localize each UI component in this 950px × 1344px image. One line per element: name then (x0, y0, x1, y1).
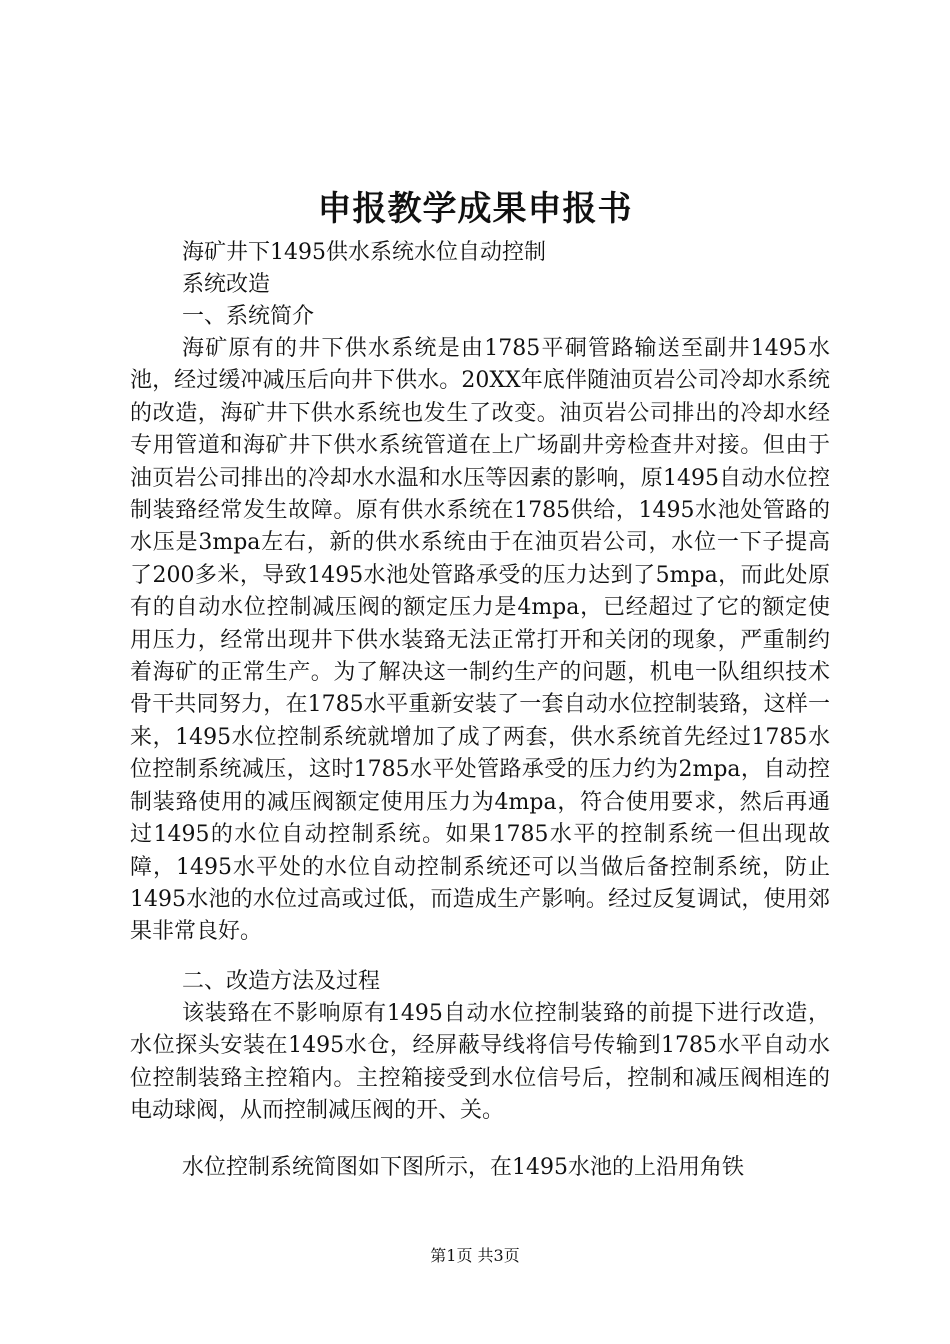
subtitle-line-1: 海矿井下1495供水系统水位自动控制 (182, 240, 546, 265)
section-heading-2: 二、改造方法及过程 (182, 969, 381, 994)
body-paragraph: 水位控制系统简图如下图所示，在1495水池的上沿用角铁 (182, 1155, 744, 1180)
body-paragraph: 该装臵在不影响原有1495自动水位控制装臵的前提下进行改造，水位探头安装在1495水仓，经屏蔽导线将信号传输到1785水平自动水位控制装臵主控箱内。主控箱接受到水位信号后，控制和减压阀相连的电动球阀，从而控制减压阀的开、关。 (130, 1001, 830, 1124)
page-number: 第1页 共3页 (430, 1246, 520, 1265)
subtitle-line-2: 系统改造 (182, 272, 271, 297)
body-paragraph: 海矿原有的井下供水系统是由1785平硐管路输送至副井1495水池，经过缓冲减压后向井下供水。20XX年底伴随油页岩公司冷却水系统的改造，海矿井下供水系统也发生了改变。油页岩公司排出的冷却水经专用管道和海矿井下供水系统管道在上广场副井旁检查井对接。但由于油页岩公司排出的冷却水水温和水压等因素的影响，原1495自动水位控制装臵经常发生故障。原有供水系统在1785供给，1495水池处管路的水压是3mpa左右，新的供水系统由于在油页岩公司，水位一下子提高了200多米，导致1495水池处管路承受的压力达到了5mpa，而此处原有的自动水位控制减压阀的额定压力是4mpa，已经超过了它的额定使用压力，经常出现井下供水装臵无法正常打开和关闭的现象，严重制约着海矿的正常生产。为了解决这一制约生产的问题，机电一队组织技术骨干共同努力，在1785水平重新安装了一套自动水位控制装臵，这样一来，1495水位控制系统就增加了成了两套，供水系统首先经过1785水位控制系统减压，这时1785水平处管路承受的压力约为2mpa，自动控制装臵使用的减压阀额定使用压力为4mpa，符合使用要求，然后再通过1495的水位自动控制系统。如果1785水平的控制系统一但出现故障，1495水平处的水位自动控制系统还可以当做后备控制系统，防止1495水池的水位过高或过低，而造成生产影响。经过反复调试，使用郊果非常良好。 (130, 336, 830, 945)
section-heading-1: 一、系统简介 (182, 304, 315, 329)
document-title: 申报教学成果申报书 (317, 189, 633, 229)
